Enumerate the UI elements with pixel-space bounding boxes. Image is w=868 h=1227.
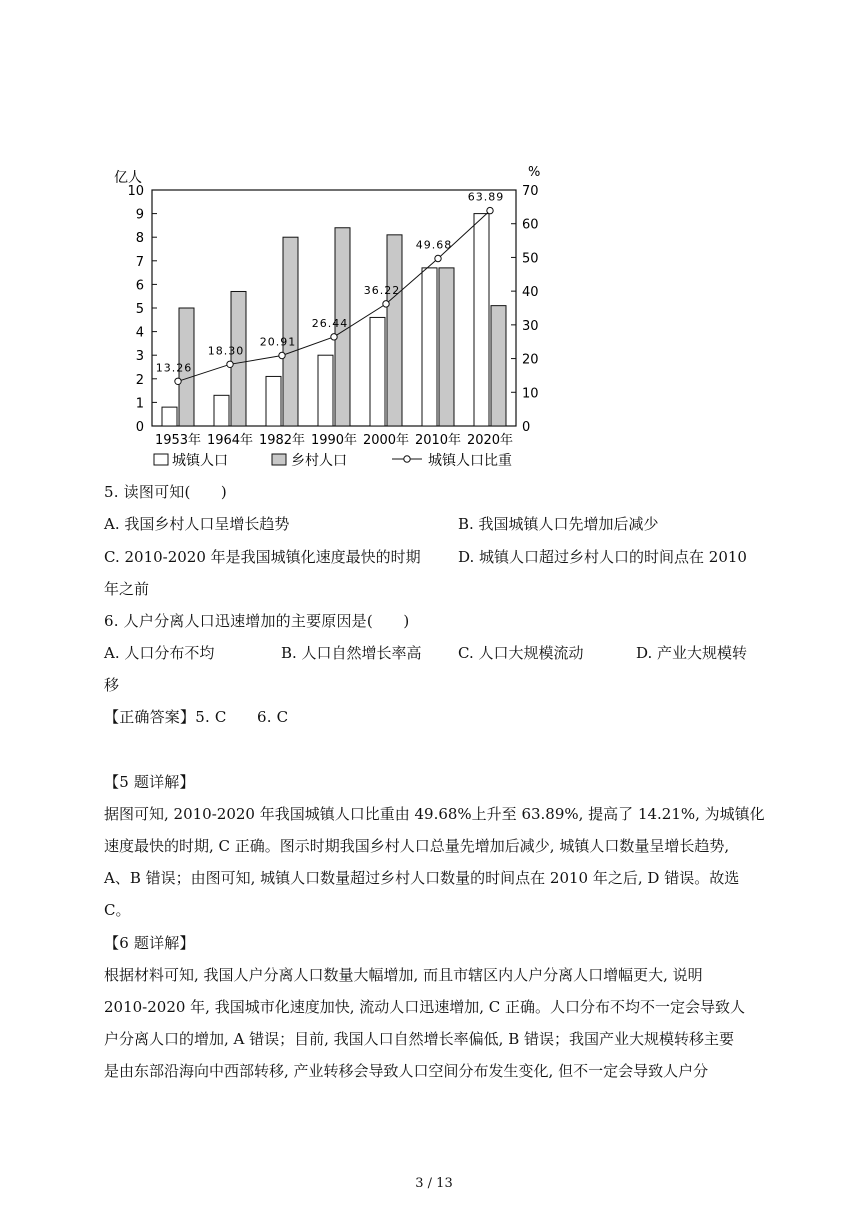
ratio-data-label: 20.91: [259, 335, 297, 349]
urban-bar: [422, 268, 437, 426]
urban-bar: [214, 395, 229, 426]
q5-option-a: A. 我国乡村人口呈增长趋势: [104, 515, 290, 533]
ratio-point: [175, 378, 181, 384]
right-tick-label: 70: [522, 184, 539, 199]
detail5-title: 【5 题详解】: [104, 773, 195, 791]
urban-bar: [162, 407, 177, 426]
urban-bar: [370, 317, 385, 426]
urban-bar: [318, 355, 333, 426]
left-tick-label: 6: [135, 278, 144, 294]
urban-bar: [474, 214, 489, 426]
right-tick-label: 50: [522, 251, 539, 267]
detail6-line: 户分离人口的增加, A 错误；目前, 我国人口自然增长率偏低, B 错误；我国产业大规模转移主要: [104, 1030, 735, 1048]
right-tick-label: 10: [522, 386, 539, 402]
left-tick-label: 9: [135, 207, 144, 223]
q6-option-d-cont: 移: [104, 676, 120, 694]
left-tick-label: 0: [135, 420, 144, 435]
detail5-body: [104, 798, 764, 926]
x-tick-label: 1964年: [206, 433, 254, 448]
right-axis-ticks: [511, 184, 539, 435]
detail6-body: [104, 959, 764, 1087]
detail5-line: C。: [104, 901, 131, 919]
left-axis-unit: 亿人: [114, 170, 142, 186]
answer-line: 【正确答案】5. C 6. C: [104, 708, 289, 726]
legend-urban-label: 城镇人口: [172, 453, 228, 469]
right-tick-label: 40: [522, 285, 539, 301]
ratio-point: [487, 207, 493, 213]
legend-ratio-label: 城镇人口比重: [428, 453, 512, 469]
left-tick-label: 2: [135, 372, 144, 388]
ratio-data-label: 63.89: [467, 190, 505, 204]
left-tick-label: 1: [135, 396, 144, 412]
left-tick-label: 8: [135, 231, 144, 247]
rural-bar: [231, 291, 246, 426]
left-tick-label: 3: [135, 349, 144, 365]
rural-bar: [283, 237, 298, 426]
plot-frame: [152, 190, 516, 426]
ratio-point: [227, 361, 233, 367]
ratio-point: [383, 301, 389, 307]
q6-option-b: B. 人口自然增长率高: [281, 644, 422, 662]
right-axis-unit: %: [528, 165, 541, 180]
q5-stem: 5. 读图可知( ): [104, 483, 227, 501]
q6-option-c: C. 人口大规模流动: [458, 644, 584, 662]
ratio-point: [331, 334, 337, 340]
page-number: 3 / 13: [415, 1176, 453, 1191]
right-tick-label: 0: [522, 420, 531, 435]
x-tick-label: 1990年: [310, 433, 358, 448]
population-chart: [100, 160, 560, 480]
left-tick-label: 10: [127, 184, 144, 199]
detail6-line: 是由东部沿海向中西部转移, 产业转移会导致人口空间分布发生变化, 但不一定会导致人户分: [104, 1062, 709, 1080]
q5-option-d: D. 城镇人口超过乡村人口的时间点在 2010: [458, 548, 747, 566]
q5-option-d-cont: 年之前: [104, 580, 150, 598]
legend-rural-swatch: [272, 454, 286, 465]
ratio-data-label: 13.26: [155, 361, 193, 375]
left-tick-label: 7: [135, 254, 144, 270]
urban-bar: [266, 376, 281, 426]
detail5-line: 速度最快的时期, C 正确。图示时期我国乡村人口总量先增加后减少, 城镇人口数量呈增长趋势,: [104, 837, 730, 855]
legend-rural-label: 乡村人口: [291, 453, 347, 469]
rural-bar: [387, 235, 402, 426]
left-tick-label: 5: [135, 302, 144, 317]
detail5-line: A、B 错误；由图可知, 城镇人口数量超过乡村人口数量的时间点在 2010 年之后, D 错误。故选: [104, 869, 740, 887]
x-tick-label: 1982年: [258, 433, 306, 448]
detail6-line: 根据材料可知, 我国人户分离人口数量大幅增加, 而且市辖区内人户分离人口增幅更大, 说明: [104, 966, 703, 984]
rural-bar: [491, 306, 506, 426]
q6-option-d: D. 产业大规模转: [636, 644, 748, 662]
x-tick-label: 1953年: [154, 433, 202, 448]
ratio-data-label: 36.22: [363, 283, 401, 297]
legend-urban-swatch: [154, 454, 168, 465]
right-tick-label: 60: [522, 217, 539, 233]
q6-stem: 6. 人户分离人口迅速增加的主要原因是( ): [104, 612, 410, 630]
ratio-point: [279, 352, 285, 358]
left-tick-label: 4: [135, 325, 144, 341]
legend: [154, 452, 512, 469]
right-tick-label: 20: [522, 352, 539, 368]
ratio-point: [435, 255, 441, 261]
detail6-title: 【6 题详解】: [104, 934, 195, 952]
q6-option-a: A. 人口分布不均: [104, 644, 215, 662]
ratio-data-label: 49.68: [415, 238, 453, 252]
ratio-data-label: 18.30: [207, 344, 245, 358]
x-tick-label: 2020年: [466, 433, 514, 448]
detail6-line: 2010-2020 年, 我国城市化速度加快, 流动人口迅速增加, C 正确。人口分布不均不一定会导致人: [104, 998, 746, 1016]
legend-line-marker: [404, 456, 410, 462]
q5-option-c: C. 2010-2020 年是我国城镇化速度最快的时期: [104, 548, 421, 566]
q5-option-b: B. 我国城镇人口先增加后减少: [458, 515, 659, 533]
rural-bar: [439, 268, 454, 426]
ratio-data-label: 26.44: [311, 316, 349, 330]
x-tick-label: 2010年: [414, 433, 462, 448]
detail5-line: 据图可知, 2010-2020 年我国城镇人口比重由 49.68%上升至 63.89%, 提高了 14.21%, 为城镇化: [104, 805, 765, 823]
x-tick-label: 2000年: [362, 433, 410, 448]
x-axis-labels: [155, 432, 513, 448]
right-tick-label: 30: [522, 318, 539, 334]
